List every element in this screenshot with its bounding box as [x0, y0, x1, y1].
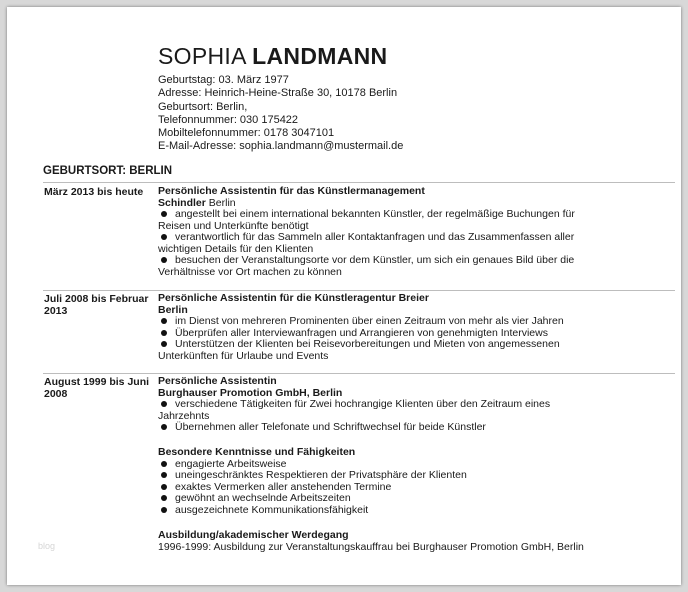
list-item — [158, 232, 644, 255]
entry-date: August 1999 bis Juni 2008 — [44, 376, 150, 400]
bullet-icon — [161, 257, 167, 263]
contact-details — [158, 74, 403, 154]
bullet-icon — [161, 495, 167, 501]
list-item-line: im Dienst von mehreren Prominenten über einen Zeitraum von mehr als vier Jahren — [175, 315, 564, 327]
list-item — [158, 316, 644, 328]
list-item-line: verantwortlich für das Sammeln aller Kontaktanfragen und das Zusammenfassen aller — [175, 231, 575, 243]
job-entry — [158, 376, 644, 434]
education-title: Ausbildung/akademischer Werdegang — [158, 529, 349, 541]
company-city: Berlin — [205, 196, 236, 209]
list-item-line: Jahrzehnts — [158, 409, 210, 422]
list-item-line: verschiedene Tätigkeiten für Zwei hochrangige Klienten über den Zeitraum eines — [175, 398, 551, 410]
job-title: Persönliche Assistentin für das Künstlermanagement — [158, 185, 425, 197]
list-item — [158, 470, 644, 482]
list-item — [158, 399, 644, 422]
bullet-icon — [161, 330, 167, 336]
skills-section — [158, 447, 644, 516]
watermark-text: blog — [38, 541, 56, 551]
candidate-name — [158, 43, 387, 70]
entry-divider — [43, 290, 675, 291]
bullet-icon — [161, 341, 167, 347]
list-item-line: Unterstützen der Klienten bei Reisevorbereitungen und Mieten von angemessenen — [175, 338, 560, 350]
list-item — [158, 255, 644, 278]
list-item-line: Übernehmen aller Telefonate und Schriftwechsel für beide Künstler — [175, 421, 486, 433]
list-item-line: gewöhnt an wechselnde Arbeitszeiten — [175, 492, 351, 504]
last-name: LANDMANN — [252, 43, 388, 69]
education-line: 1996-1999: Ausbildung zur Veranstaltungskauffrau bei Burghauser Promotion GmbH, Berlin — [158, 540, 584, 553]
bullet-icon — [161, 401, 167, 407]
bullet-icon — [161, 507, 167, 513]
list-item — [158, 422, 644, 434]
bullet-icon — [161, 472, 167, 478]
list-item-line: Unterkünften für Urlaube und Events — [158, 349, 329, 362]
list-item-line: angestellt bei einem international bekannten Künstler, der regelmäßige Buchungen für — [175, 208, 575, 220]
bullet-icon — [161, 461, 167, 467]
education-section — [158, 530, 644, 553]
resume-page — [7, 7, 681, 585]
address-line: Adresse: Heinrich-Heine-Straße 30, 10178 Berlin — [158, 87, 398, 100]
birthplace-line: Geburtsort: Berlin, — [158, 100, 248, 113]
list-item — [158, 339, 644, 362]
mobile-line: Mobiltelefonnummer: 0178 3047101 — [158, 127, 335, 140]
job-title: Persönliche Assistentin — [158, 375, 277, 387]
phone-line: Telefonnummer: 030 175422 — [158, 113, 299, 126]
section-heading: GEBURTSORT: BERLIN — [43, 165, 173, 177]
job-title: Persönliche Assistentin für die Künstleragentur Breier — [158, 292, 429, 304]
entry-date: Juli 2008 bis Februar 2013 — [44, 293, 149, 317]
list-item-line: Überprüfen aller Interviewanfragen und Arrangieren von genehmigten Interviews — [175, 326, 548, 339]
job-entry — [158, 186, 644, 278]
section-divider — [43, 182, 675, 183]
bullet-icon — [161, 234, 167, 240]
birthday-line: Geburtstag: 03. März 1977 — [158, 74, 289, 86]
first-name: SOPHIA — [158, 43, 246, 69]
bullet-icon — [161, 211, 167, 217]
list-item — [158, 493, 644, 505]
list-item — [158, 505, 644, 517]
email-line: E-Mail-Adresse: sophia.landmann@mustermail.de — [158, 140, 404, 153]
job-entry — [158, 293, 644, 362]
list-item-line: Reisen und Unterkünfte benötigt — [158, 219, 309, 232]
list-item-line: uneingeschränktes Respektieren der Privatsphäre der Klienten — [175, 469, 467, 481]
company-name: Schindler — [158, 196, 206, 209]
skills-title: Besondere Kenntnisse und Fähigkeiten — [158, 446, 356, 458]
entry-date: März 2013 bis heute — [44, 186, 144, 198]
list-item — [158, 209, 644, 232]
list-item-line: besuchen der Veranstaltungsorte vor dem Künstler, um sich ein genaues Bild über die — [175, 254, 575, 266]
entry-divider — [43, 373, 675, 374]
list-item-line: wichtigen Details für den Klienten — [158, 242, 314, 255]
bullet-icon — [161, 424, 167, 430]
list-item-line: Verhältnisse vor Ort machen zu können — [158, 265, 342, 278]
bullet-icon — [161, 318, 167, 324]
list-item-line: engagierte Arbeitsweise — [175, 457, 287, 470]
list-item-line: ausgezeichnete Kommunikationsfähigkeit — [175, 503, 369, 516]
bullet-icon — [161, 484, 167, 490]
job-company: Berlin — [158, 303, 188, 316]
list-item-line: exaktes Vermerken aller anstehenden Termine — [175, 480, 392, 493]
job-company: Burghauser Promotion GmbH, Berlin — [158, 386, 343, 399]
